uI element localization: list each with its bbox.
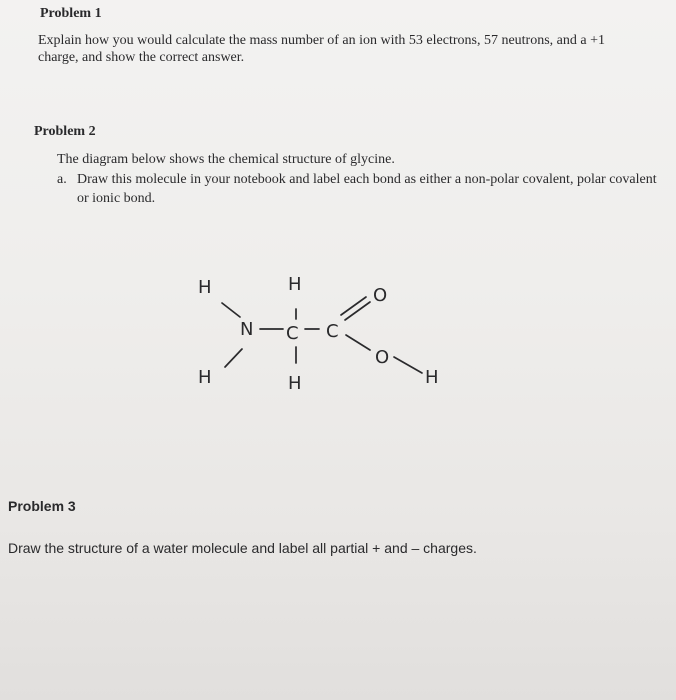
atom-o-hydroxyl: O [375,347,390,368]
atom-o-carbonyl: O [373,285,388,306]
bond-c-o-double-1 [341,297,366,315]
part-a-label: a. [57,172,67,187]
atom-c-alpha: C [286,323,299,344]
problem-1-text: Explain how you would calculate the mass number of an ion with 53 electrons, 57 neutrons, and a +1 charge, and show the correct answer. [38,33,605,65]
bond-o-h [394,357,422,373]
glycine-structure-diagram [180,265,470,400]
part-a-text: Draw this molecule in your notebook and label each bond as either a non-polar covalent, polar covalent or ionic bond. [77,172,657,206]
problem-1-title: Problem 1 [40,6,102,21]
bond-h-n-top [222,303,240,317]
problem-2-part-a [57,170,657,208]
problem-2-intro: The diagram below shows the chemical structure of glycine. [57,152,395,167]
problem-2-title: Problem 2 [34,124,96,139]
atom-h-alpha-top: H [288,274,302,295]
atom-n: N [240,319,254,340]
problem-3-text: Draw the structure of a water molecule and label all partial + and – charges. [8,540,477,556]
atom-h-hydroxyl: H [425,367,439,388]
bond-h-n-bottom [225,349,242,367]
atom-h-amine-top: H [198,277,212,298]
bond-c-o-single [346,335,370,350]
atom-c-carboxyl: C [326,321,339,342]
bond-c-o-double-2 [345,302,370,320]
atom-h-alpha-bottom: H [288,373,302,394]
problem-3-title: Problem 3 [8,498,76,514]
atom-h-amine-bottom: H [198,367,212,388]
